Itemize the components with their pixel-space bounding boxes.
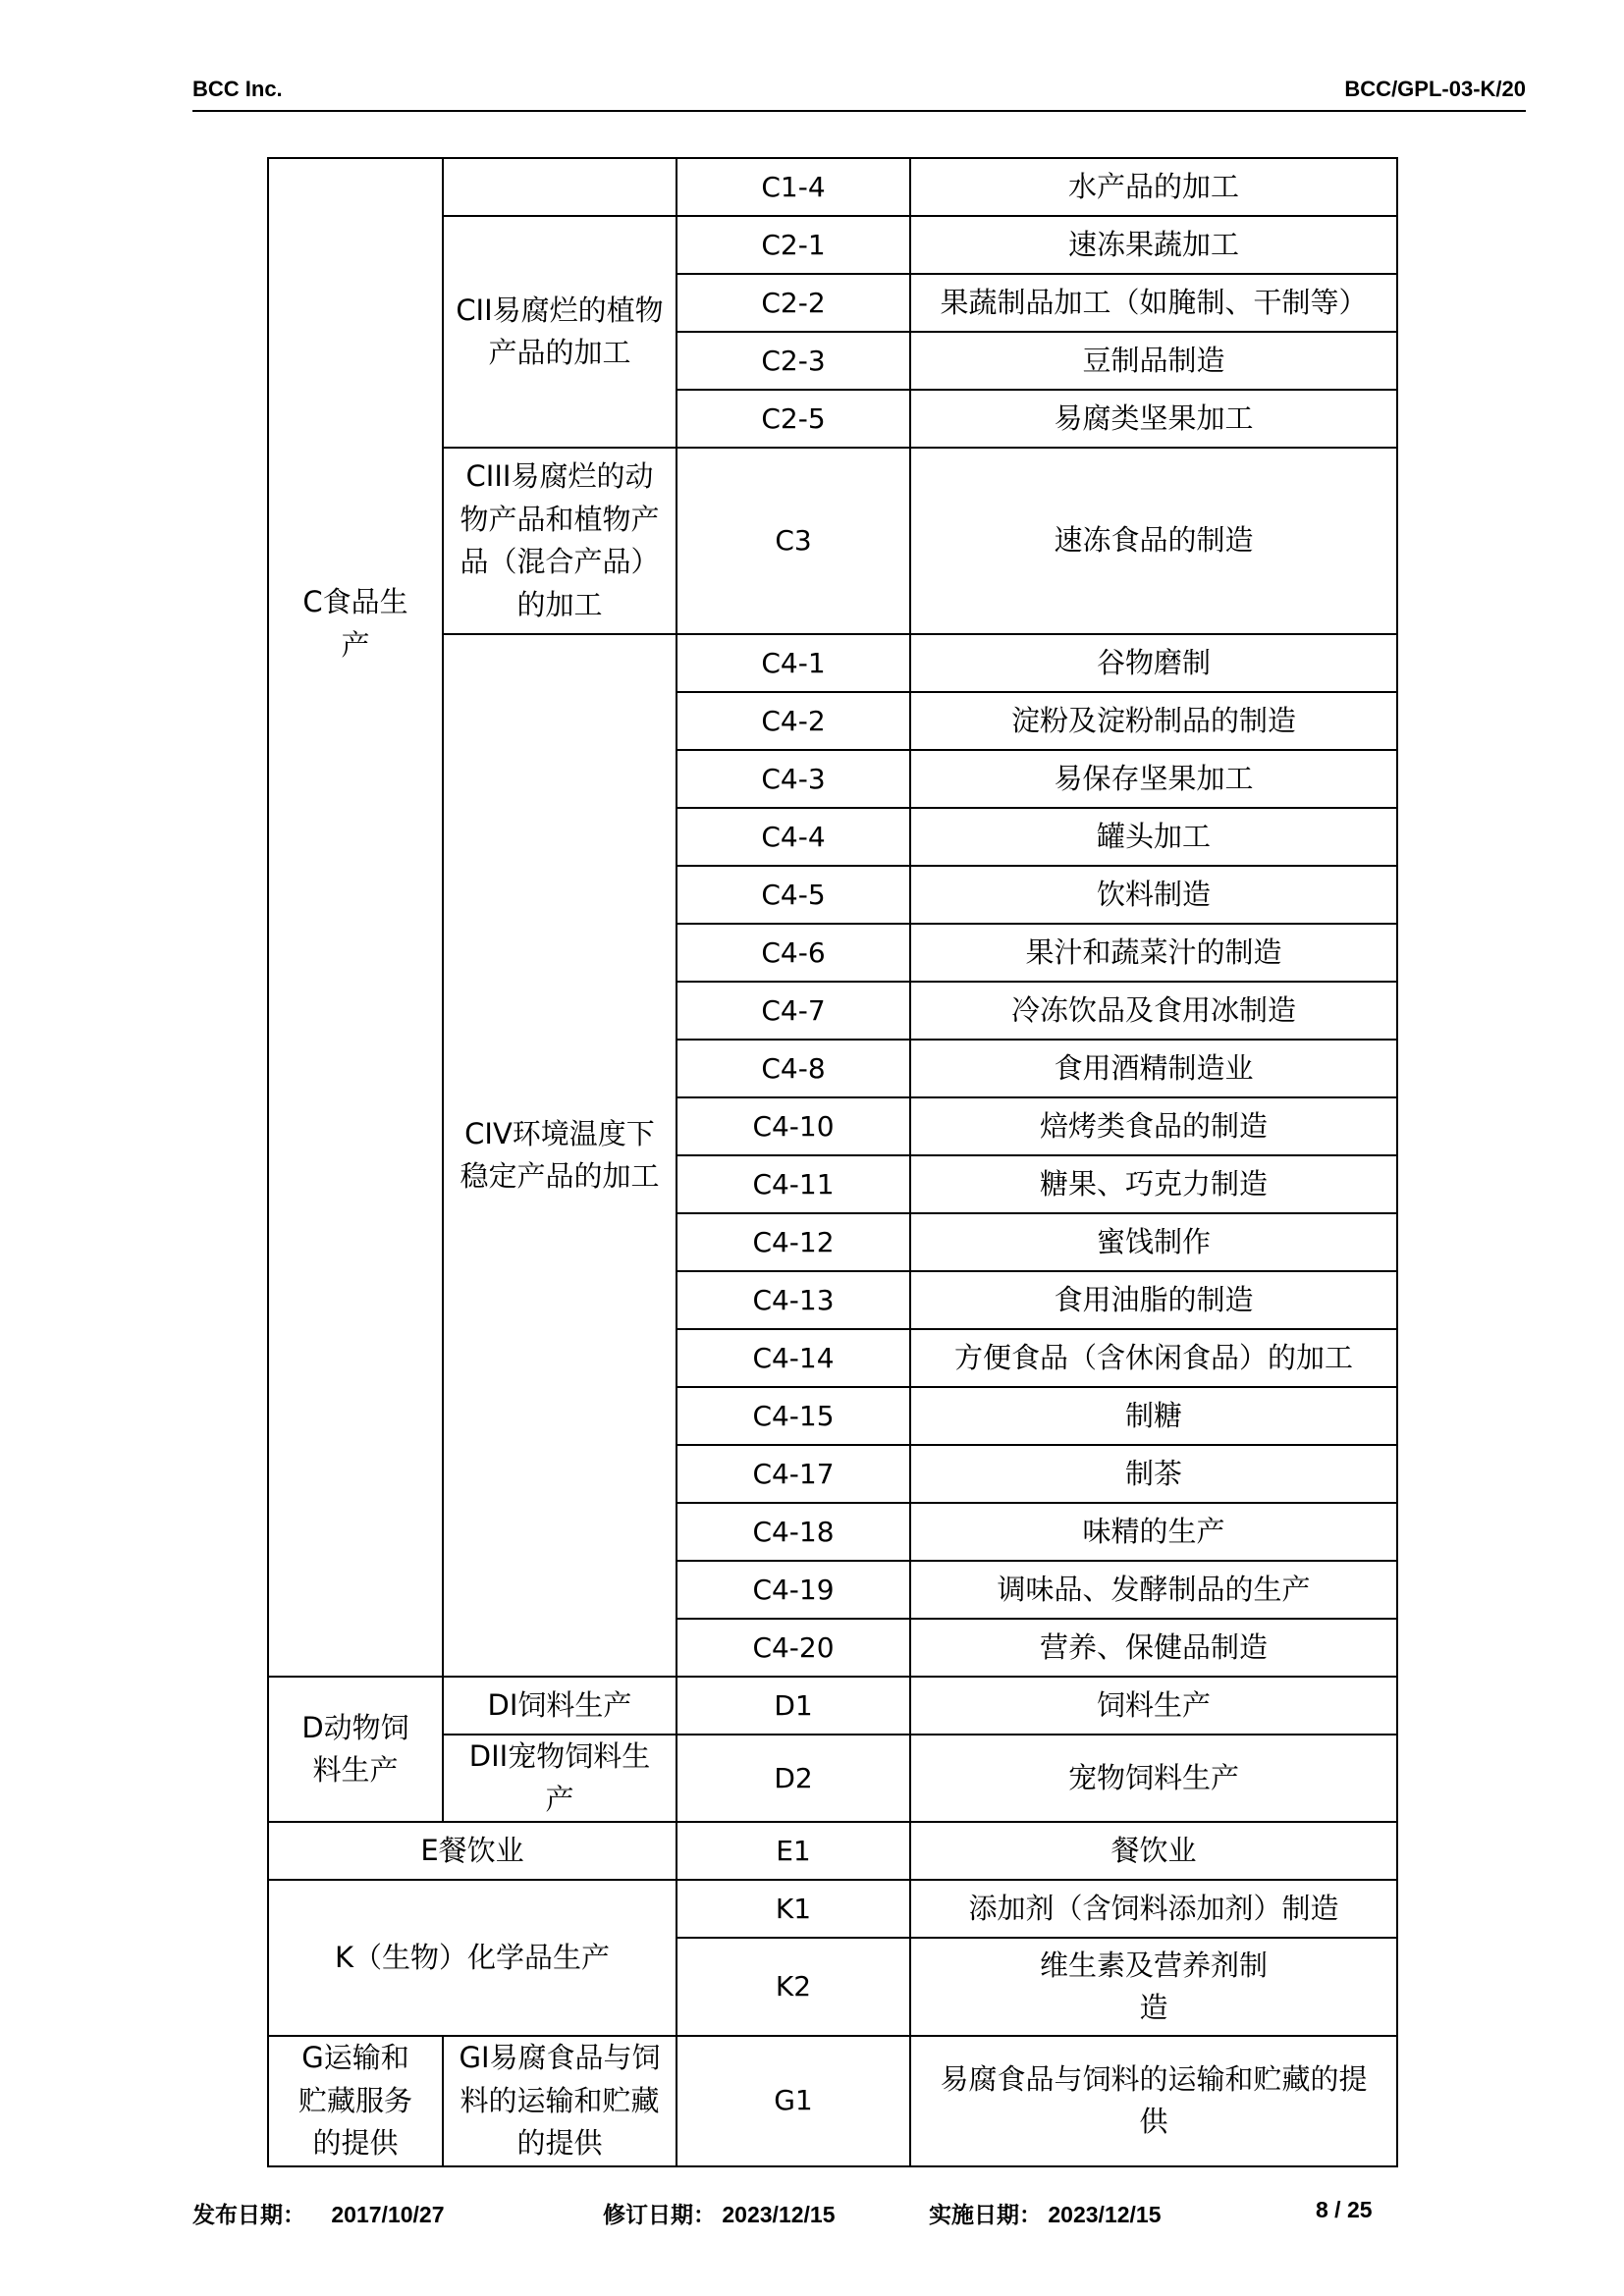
code-cell: C3	[677, 448, 910, 634]
code-cell: C4-19	[677, 1561, 910, 1619]
code-cell: C4-12	[677, 1213, 910, 1271]
footer-effective	[929, 2197, 1162, 2229]
code-cell: C4-8	[677, 1040, 910, 1097]
footer-revise	[603, 2197, 836, 2229]
desc-cell: 添加剂（含饲料添加剂）制造	[910, 1880, 1397, 1938]
sub-di: DI饲料生产	[443, 1677, 677, 1735]
sub-blank	[443, 158, 677, 216]
desc-cell: 饲料生产	[910, 1677, 1397, 1735]
code-cell: K1	[677, 1880, 910, 1938]
footer-publish	[192, 2197, 445, 2229]
desc-cell: 果汁和蔬菜汁的制造	[910, 924, 1397, 982]
desc-cell: 速冻食品的制造	[910, 448, 1397, 634]
desc-cell: 冷冻饮品及食用冰制造	[910, 982, 1397, 1040]
desc-cell: 蜜饯制作	[910, 1213, 1397, 1271]
sub-cii: CII易腐烂的植物产品的加工	[443, 216, 677, 448]
code-cell: C4-10	[677, 1097, 910, 1155]
desc-cell: 味精的生产	[910, 1503, 1397, 1561]
header-company: BCC Inc.	[192, 77, 283, 101]
desc-cell: 营养、保健品制造	[910, 1619, 1397, 1677]
sub-ciii: CIII易腐烂的动物产品和植物产品（混合产品）的加工	[443, 448, 677, 634]
desc-cell: 维生素及营养剂制造	[910, 1938, 1397, 2036]
sub-civ: CIV环境温度下稳定产品的加工	[443, 634, 677, 1677]
code-cell: C4-20	[677, 1619, 910, 1677]
code-cell: C2-2	[677, 274, 910, 332]
code-cell: E1	[677, 1822, 910, 1880]
desc-cell: 淀粉及淀粉制品的制造	[910, 692, 1397, 750]
category-k: K（生物）化学品生产	[268, 1880, 677, 2036]
desc-cell: 易腐食品与饲料的运输和贮藏的提供	[910, 2036, 1397, 2166]
code-cell: C4-2	[677, 692, 910, 750]
desc-cell: 果蔬制品加工（如腌制、干制等）	[910, 274, 1397, 332]
desc-cell: 易腐类坚果加工	[910, 390, 1397, 448]
footer-revise-label: 修订日期：	[603, 2202, 716, 2227]
code-cell: C4-15	[677, 1387, 910, 1445]
footer-publish-label: 发布日期：	[192, 2202, 305, 2227]
code-cell: C4-11	[677, 1155, 910, 1213]
code-cell: C2-1	[677, 216, 910, 274]
header-doc-code: BCC/GPL-03-K/20	[1344, 77, 1526, 101]
code-cell: C4-6	[677, 924, 910, 982]
footer-page-number: 8 / 25	[1316, 2197, 1373, 2222]
code-cell: C4-5	[677, 866, 910, 924]
desc-cell: 易保存坚果加工	[910, 750, 1397, 808]
code-cell: C4-4	[677, 808, 910, 866]
category-g: G运输和贮藏服务的提供	[268, 2036, 443, 2166]
code-cell: C4-14	[677, 1329, 910, 1387]
desc-cell: 谷物磨制	[910, 634, 1397, 692]
category-table	[267, 157, 1398, 2167]
code-cell: G1	[677, 2036, 910, 2166]
footer-publish-date: 2017/10/27	[331, 2202, 445, 2227]
category-c: C食品生产	[268, 158, 443, 1677]
footer-effective-label: 实施日期：	[929, 2202, 1042, 2227]
desc-cell: 方便食品（含休闲食品）的加工	[910, 1329, 1397, 1387]
code-cell: C4-17	[677, 1445, 910, 1503]
code-cell: C4-3	[677, 750, 910, 808]
desc-cell: 速冻果蔬加工	[910, 216, 1397, 274]
desc-cell: 宠物饲料生产	[910, 1735, 1397, 1822]
desc-cell: 水产品的加工	[910, 158, 1397, 216]
category-d: D动物饲料生产	[268, 1677, 443, 1822]
code-cell: D1	[677, 1677, 910, 1735]
sub-dii: DII宠物饲料生产	[443, 1735, 677, 1822]
footer-effective-date: 2023/12/15	[1048, 2202, 1162, 2227]
desc-cell: 食用酒精制造业	[910, 1040, 1397, 1097]
code-cell: C4-18	[677, 1503, 910, 1561]
desc-cell: 饮料制造	[910, 866, 1397, 924]
desc-cell: 制茶	[910, 1445, 1397, 1503]
sub-gi: GI易腐食品与饲料的运输和贮藏的提供	[443, 2036, 677, 2166]
desc-cell: 食用油脂的制造	[910, 1271, 1397, 1329]
category-e: E餐饮业	[268, 1822, 677, 1880]
desc-cell: 豆制品制造	[910, 332, 1397, 390]
code-cell: C2-3	[677, 332, 910, 390]
code-cell: C4-1	[677, 634, 910, 692]
desc-cell: 餐饮业	[910, 1822, 1397, 1880]
desc-cell: 焙烤类食品的制造	[910, 1097, 1397, 1155]
code-cell: C2-5	[677, 390, 910, 448]
footer-revise-date: 2023/12/15	[722, 2202, 836, 2227]
desc-cell: 糖果、巧克力制造	[910, 1155, 1397, 1213]
desc-cell: 制糖	[910, 1387, 1397, 1445]
desc-cell: 调味品、发酵制品的生产	[910, 1561, 1397, 1619]
desc-cell: 罐头加工	[910, 808, 1397, 866]
code-cell: D2	[677, 1735, 910, 1822]
code-cell: C1-4	[677, 158, 910, 216]
header-divider	[192, 110, 1526, 112]
code-cell: K2	[677, 1938, 910, 2036]
code-cell: C4-13	[677, 1271, 910, 1329]
code-cell: C4-7	[677, 982, 910, 1040]
